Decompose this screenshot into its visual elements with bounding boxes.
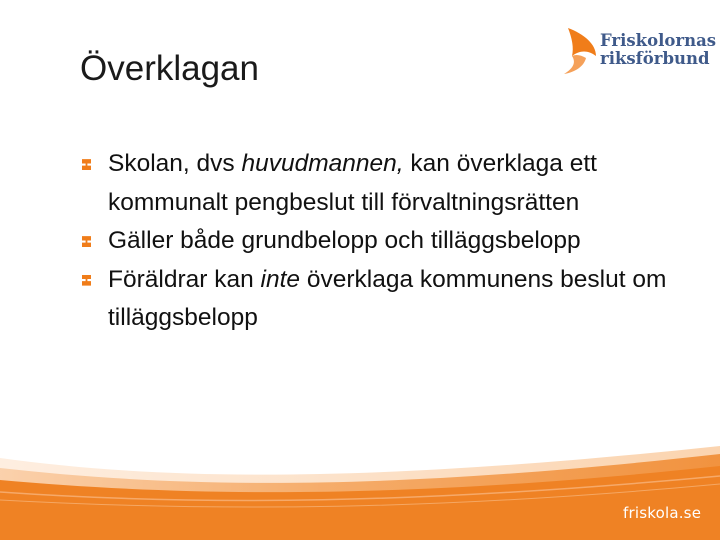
orange-sail-icon [562,26,602,76]
bullet-text: Gäller både grundbelopp och tilläggsbelopp [108,227,581,254]
bullet-marker-icon [82,261,91,300]
bullet-text: Skolan, dvs [108,150,242,177]
bullet-marker-icon [82,145,91,184]
friskolornas-logo [562,26,717,78]
slide-title: Överklagan [80,49,259,88]
footer-url[interactable]: friskola.se [623,504,702,522]
logo-text [600,32,716,68]
bullet-list [78,145,678,338]
logo-line-2: riksförbund [600,49,710,68]
bullet-item [78,145,678,222]
bullet-text: Föräldrar kan [108,265,261,293]
bullet-item [78,222,678,261]
bullet-text: kan överklaga ett kommunalt pengbeslut till förvaltningsrätten [108,150,597,216]
bullet-text: överklaga kommunens beslut om tilläggsbelopp [108,265,667,331]
bullet-emphasis: huvudmannen, [241,150,404,177]
logo-line-1: Friskolornas [600,31,717,50]
bullet-marker-icon [82,222,91,261]
footer-wave [0,440,720,540]
bullet-emphasis: inte [260,265,301,293]
bullet-item [78,261,678,338]
